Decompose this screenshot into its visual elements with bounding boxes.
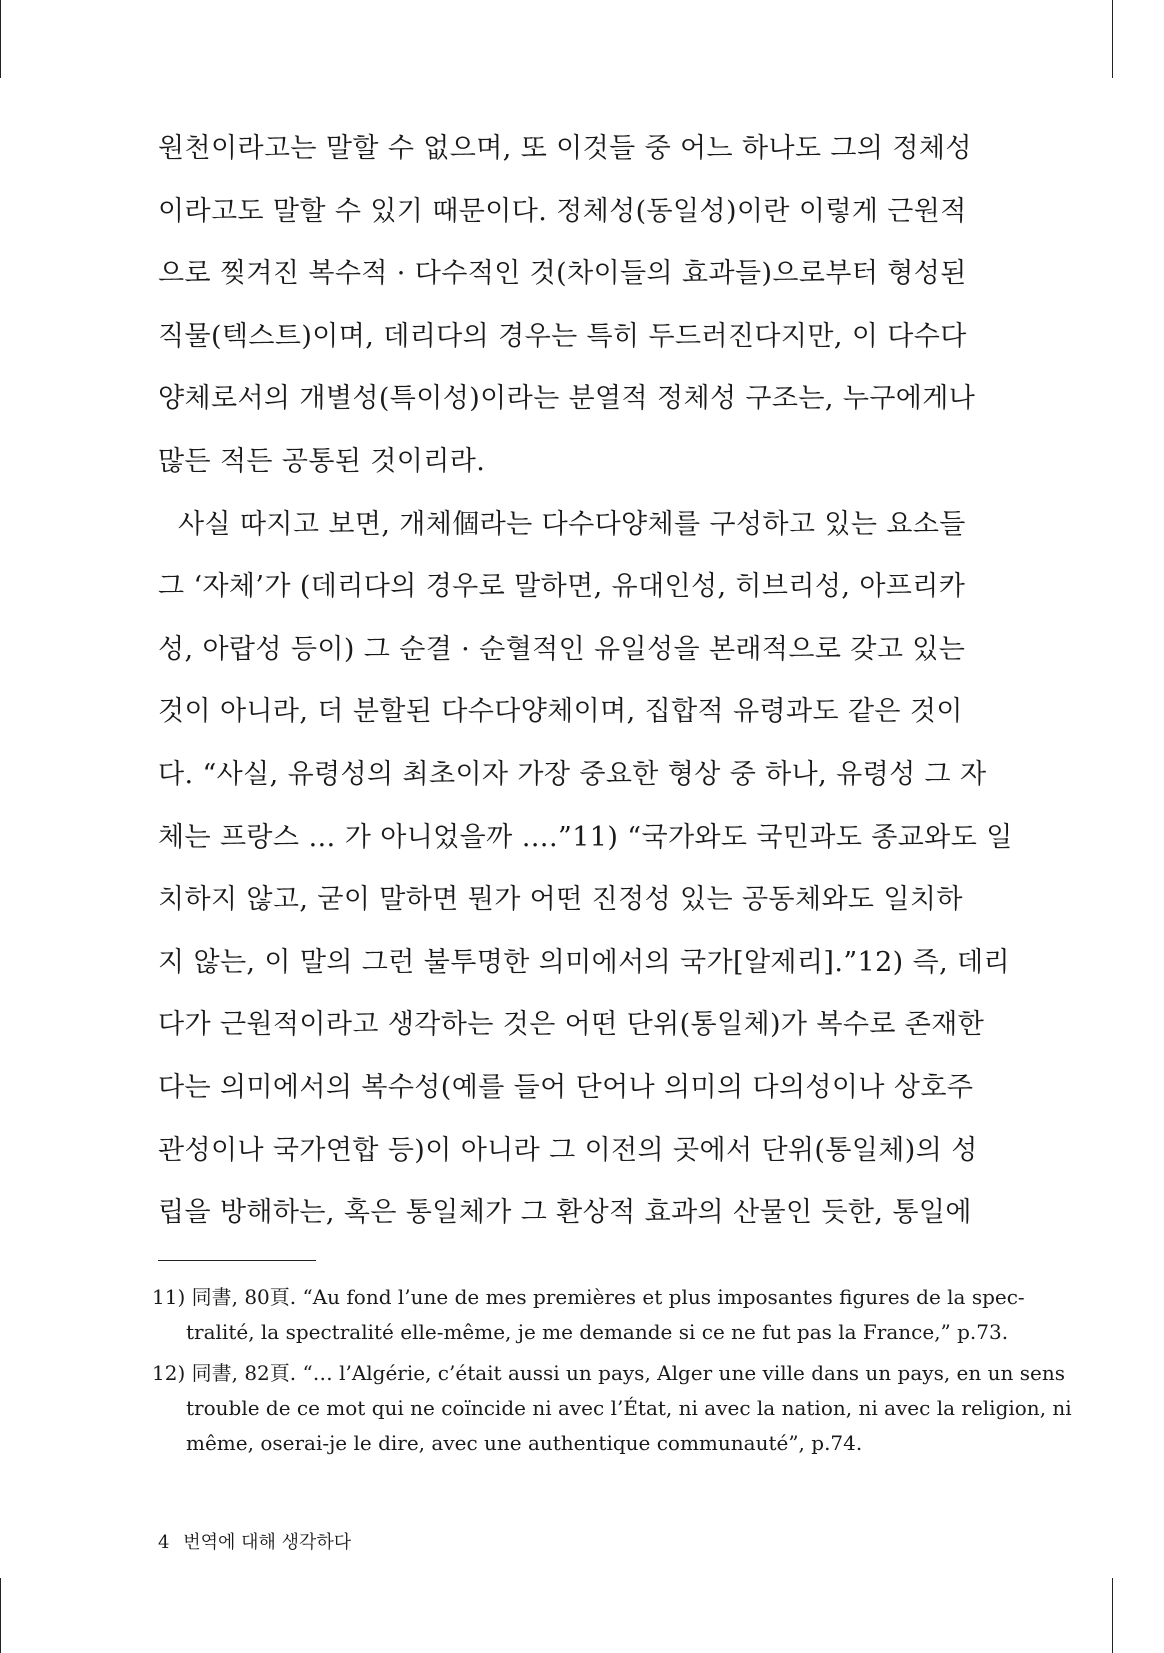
body-line: 체는 프랑스 … 가 아니었을까 ….”11) “국가와도 국민과도 종교와도 일 — [158, 821, 1013, 853]
body-line: 직물(텍스트)이며, 데리다의 경우는 특히 두드러진다지만, 이 다수다 — [158, 320, 967, 352]
body-line: 으로 찢겨진 복수적 · 다수적인 것(차이들의 효과들)으로부터 형성된 — [158, 258, 967, 290]
crop-mark-top-left — [0, 0, 1, 78]
running-title: 번역에 대해 생각하다 — [183, 1532, 352, 1553]
crop-mark-bottom-right — [1112, 1578, 1113, 1653]
body-line: 그 ‘자체’가 (데리다의 경우로 말하면, 유대인성, 히브리성, 아프리카 — [158, 571, 966, 603]
body-line: 원천이라고는 말할 수 없으며, 또 이것들 중 어느 하나도 그의 정체성 — [158, 133, 972, 164]
footnote-line: tralité, la spectralité elle-même, je me demande si ce ne fut pas la France,” p.73. — [186, 1320, 1009, 1344]
body-line: 다. “사실, 유령성의 최초이자 가장 중요한 형상 중 하나, 유령성 그 자 — [158, 758, 987, 790]
footnote-line: 12) 同書, 82頁. “… l’Algérie, c’était aussi un pays, Alger une ville dans un pays, en un sens — [152, 1361, 1065, 1385]
page-number: 4 — [158, 1532, 170, 1553]
footnote-11 — [152, 1280, 1025, 1350]
footnotes — [152, 1280, 1072, 1467]
body-line: 사실 따지고 보면, 개체個라는 다수다양체를 구성하고 있는 요소들 — [178, 508, 966, 540]
crop-mark-bottom-left — [0, 1578, 1, 1653]
body-line: 양체로서의 개별성(특이성)이라는 분열적 정체성 구조는, 누구에게나 — [158, 383, 976, 415]
body-line: 립을 방해하는, 혹은 통일체가 그 환상적 효과의 산물인 듯한, 통일에 — [158, 1197, 972, 1229]
page-footer — [158, 1528, 351, 1554]
body-line: 다는 의미에서의 복수성(예를 들어 단어나 의미의 다의성이나 상호주 — [158, 1071, 974, 1103]
footnote-line: 11) 同書, 80頁. “Au fond l’une de mes premières et plus imposantes figures de la spec- — [152, 1285, 1025, 1309]
body-line: 다가 근원적이라고 생각하는 것은 어떤 단위(통일체)가 복수로 존재한 — [158, 1009, 985, 1041]
body-line: 성, 아랍성 등이) 그 순결 · 순혈적인 유일성을 본래적으로 갖고 있는 — [158, 633, 966, 665]
footnote-12 — [152, 1356, 1072, 1461]
body-line: 관성이나 국가연합 등)이 아니라 그 이전의 곳에서 단위(통일체)의 성 — [158, 1134, 978, 1166]
body-line: 지 않는, 이 말의 그런 불투명한 의미에서의 국가[알제리].”12) 즉, 데리 — [158, 946, 1010, 978]
footnote-line: même, oserai-je le dire, avec une authentique communauté”, p.74. — [186, 1431, 863, 1455]
body-text — [158, 130, 1013, 1257]
footnote-separator — [158, 1260, 316, 1261]
body-line: 것이 아니라, 더 분할된 다수다양체이며, 집합적 유령과도 같은 것이 — [158, 696, 963, 728]
body-line: 많든 적든 공통된 것이리라. — [158, 445, 486, 477]
crop-mark-top-right — [1112, 0, 1113, 78]
footnote-line: trouble de ce mot qui ne coïncide ni avec l’État, ni avec la nation, ni avec la religion, ni — [186, 1396, 1072, 1420]
body-line: 이라고도 말할 수 있기 때문이다. 정체성(동일성)이란 이렇게 근원적 — [158, 195, 967, 227]
body-line: 치하지 않고, 굳이 말하면 뭔가 어떤 진정성 있는 공동체와도 일치하 — [158, 884, 963, 916]
